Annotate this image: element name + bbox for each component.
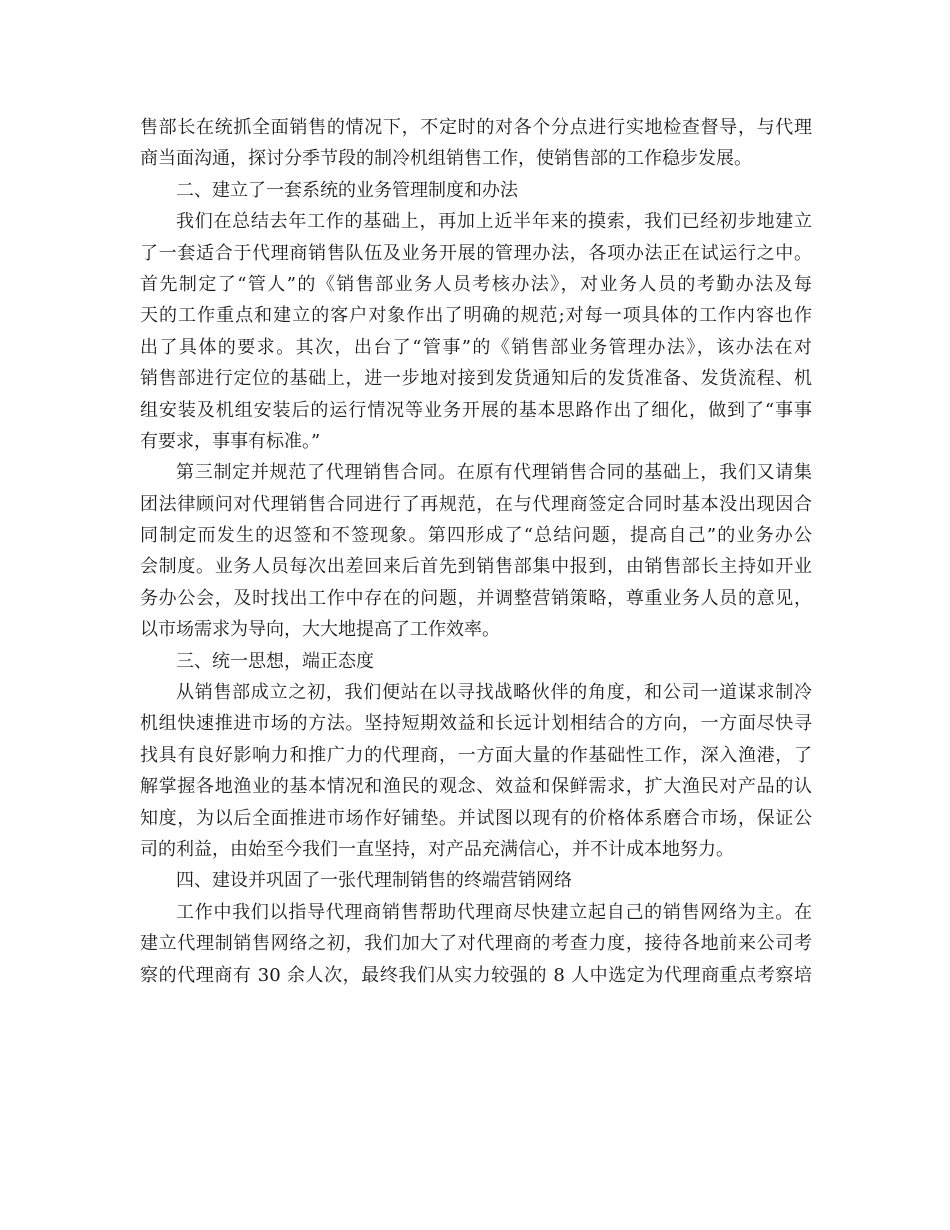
- text-line: 务办公会，及时找出工作中存在的问题，并调整营销策略，尊重业务人员的意见，: [140, 587, 812, 609]
- document-body: [140, 112, 812, 991]
- text-line: 三、统一思想，端正态度: [176, 650, 374, 672]
- text-line: 天的工作重点和建立的客户对象作出了明确的规范;对每一项具体的工作内容也作: [140, 305, 812, 327]
- text-line: 四、建设并巩固了一张代理制销售的终端营销网络: [176, 870, 572, 892]
- text-line: 从销售部成立之初，我们便站在以寻找战略伙伴的角度，和公司一道谋求制冷: [176, 682, 812, 704]
- text-line: 二、建立了一套系统的业务管理制度和办法: [176, 179, 518, 201]
- text-line: 建立代理制销售网络之初，我们加大了对代理商的考查力度，接待各地前来公司考: [140, 933, 812, 955]
- text-line: 第三制定并规范了代理销售合同。在原有代理销售合同的基础上，我们又请集: [176, 462, 812, 484]
- text-line: 察的代理商有 30 余人次，最终我们从实力较强的 8 人中选定为代理商重点考察培: [140, 964, 812, 986]
- text-line: 司的利益，由始至今我们一直坚持，对产品充满信心，并不计成本地努力。: [140, 838, 734, 860]
- text-line: 有要求，事事有标准。”: [140, 430, 321, 452]
- text-line: 我们在总结去年工作的基础上，再加上近半年来的摸索，我们已经初步地建立: [176, 211, 812, 233]
- text-line: 会制度。业务人员每次出差回来后首先到销售部集中报到，由销售部长主持如开业: [140, 556, 812, 578]
- text-line: 解掌握各地渔业的基本情况和渔民的观念、效益和保鲜需求，扩大渔民对产品的认: [140, 776, 812, 798]
- text-line: 找具有良好影响力和推广力的代理商，一方面大量的作基础性工作，深入渔港，了: [140, 744, 812, 766]
- text-line: 团法律顾问对代理销售合同进行了再规范，在与代理商签定合同时基本没出现因合: [140, 493, 812, 515]
- text-line: 组安装及机组安装后的运行情况等业务开展的基本思路作出了细化，做到了“事事: [140, 399, 812, 421]
- text-line: 以市场需求为导向，大大地提高了工作效率。: [140, 619, 500, 641]
- text-line: 了一套适合于代理商销售队伍及业务开展的管理办法，各项办法正在试运行之中。: [140, 242, 812, 264]
- text-line: 工作中我们以指导代理商销售帮助代理商尽快建立起自己的销售网络为主。在: [176, 901, 812, 923]
- text-line: 机组快速推进市场的方法。坚持短期效益和长远计划相结合的方向，一方面尽快寻: [140, 713, 812, 735]
- text-line: 商当面沟通，探讨分季节段的制冷机组销售工作，使销售部的工作稳步发展。: [140, 148, 752, 170]
- text-line: 知度，为以后全面推进市场作好铺垫。并试图以现有的价格体系磨合市场，保证公: [140, 807, 812, 829]
- text-line: 出了具体的要求。其次，出台了“管事”的《销售部业务管理办法》，该办法在对: [140, 336, 812, 358]
- text-line: 售部长在统抓全面销售的情况下，不定时的对各个分点进行实地检查督导，与代理: [140, 117, 812, 138]
- text-line: 同制定而发生的迟签和不签现象。第四形成了“总结问题，提高自己”的业务办公: [140, 525, 812, 547]
- text-line: 销售部进行定位的基础上，进一步地对接到发货通知后的发货准备、发货流程、机: [140, 368, 812, 390]
- text-line: 首先制定了“管人”的《销售部业务人员考核办法》，对业务人员的考勤办法及每: [140, 273, 812, 295]
